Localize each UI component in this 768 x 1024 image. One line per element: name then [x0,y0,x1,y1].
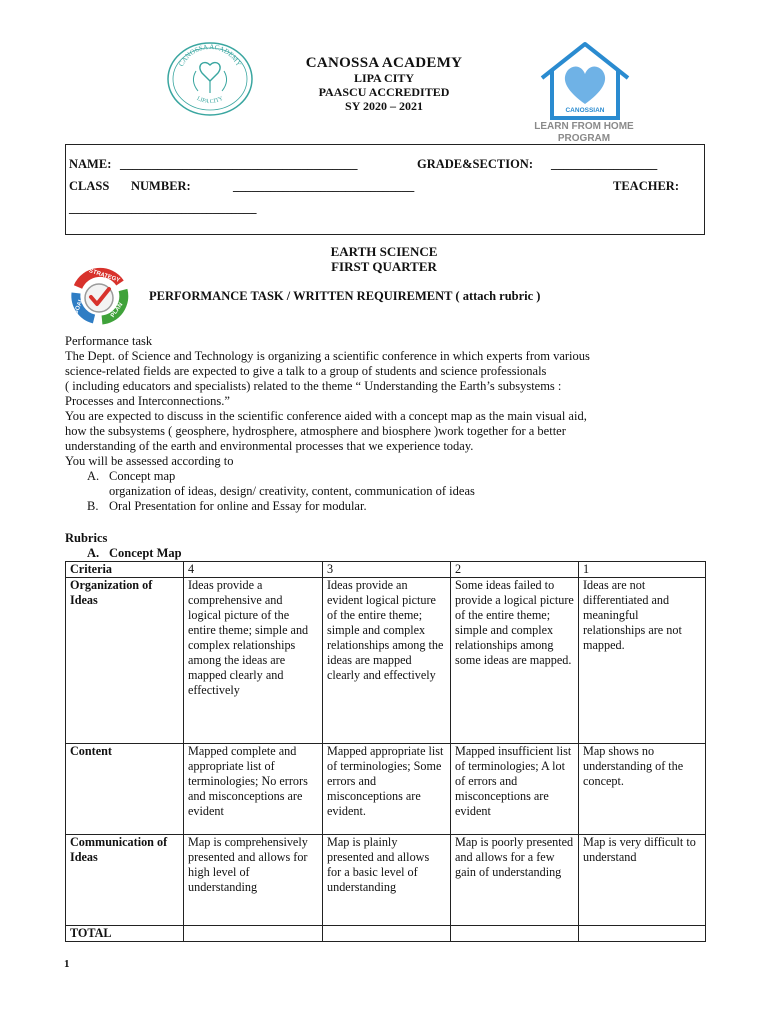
total-score-1[interactable] [579,926,706,942]
total-score-4[interactable] [184,926,323,942]
canossian-house-logo [538,40,632,122]
house-logo-text: CANOSSIAN [565,107,605,114]
header-score-3: 3 [323,562,451,578]
teacher-label: TEACHER: [613,179,679,193]
table-row [66,744,706,835]
grade-section-field[interactable]: _________________ [551,157,658,171]
table-row [66,835,706,926]
paragraph-1-line-2: science-related fields are expected to give a talk to a group of students and science professionals [65,364,547,378]
grade-section-label: GRADE&SECTION: [417,157,533,171]
name-label: NAME: [69,157,112,171]
paragraph-2-line-2: how the subsystems ( geosphere, hydrosphere, atmosphere and biosphere )work together for a better [65,424,566,438]
score-4-cell: Ideas provide a comprehensive and logical picture of the entire theme; simple and complex relationships among the ideas are mapped clearly and effectively [184,578,323,744]
subheading-text: Concept Map [109,546,182,560]
paragraph-1-line-1: The Dept. of Science and Technology is organizing a scientific conference in which experts from various [65,349,590,363]
header-score-2: 2 [451,562,579,578]
school-city: LIPA CITY [353,71,415,85]
school-name: CANOSSA ACADEMY [305,55,463,71]
seal-text-top: CANOSSA ACADEMY [177,42,243,68]
score-1-cell: Ideas are not differentiated and meaningful relationships are not mapped. [579,578,706,744]
score-3-cell: Ideas provide an evident logical picture of the entire theme; simple and complex relationships among the ideas are mapped clearly and effectively [323,578,451,744]
criteria-cell: Organization of Ideas [66,578,184,744]
svg-text:LIPA CITY [196,96,225,106]
score-3-cell: Map is plainly presented and allows for a basic level of understanding [323,835,451,926]
item-b [65,499,715,514]
teacher-field[interactable]: ______________________________ [69,201,257,215]
assessed-line: You will be assessed according to [65,454,234,468]
rubric-table [65,561,706,942]
name-field[interactable]: ______________________________________ [120,157,358,171]
item-a-marker: A. [87,469,100,483]
paragraph-2-line-1: You are expected to discuss in the scientific conference aided with a concept map as the main visual aid, [65,409,587,423]
score-4-cell: Map is comprehensively presented and allows for high level of understanding [184,835,323,926]
number-label: NUMBER: [131,179,191,193]
score-2-cell: Mapped insufficient list of terminologies; A lot of errors and misconceptions are evident [451,744,579,835]
strategy-goal-plan-icon [68,265,130,327]
program-line2: PROGRAM [557,133,611,144]
quarter-title: FIRST QUARTER [331,259,437,274]
item-a [65,469,715,484]
header-score-1: 1 [579,562,706,578]
subheading-marker: A. [87,546,100,560]
paragraph-2-line-3: understanding of the earth and environmental processes that we experience today. [65,439,474,453]
program-label [505,121,663,145]
icon-word-plan: PLAN [110,302,125,319]
icon-word-strategy: STRATEGY [88,268,121,284]
score-2-cell: Some ideas failed to provide a logical picture of the entire theme; simple and complex relationships among some ideas are mapped. [451,578,579,744]
concept-map-subheading [87,546,182,561]
score-2-cell: Map is poorly presented and allows for a few gain of understanding [451,835,579,926]
score-1-cell: Map shows no understanding of the concept. [579,744,706,835]
seal-text-bottom: LIPA CITY [195,95,225,106]
header-score-4: 4 [184,562,323,578]
score-3-cell: Mapped appropriate list of terminologies; Some errors and misconceptions are evident. [323,744,451,835]
class-label: CLASS [69,179,110,193]
criteria-cell: Content [66,744,184,835]
total-label: TOTAL [66,926,184,942]
paragraph-1-line-4: Processes and Interconnections.” [65,394,230,408]
score-4-cell: Mapped complete and appropriate list of terminologies; No errors and misconceptions are evident [184,744,323,835]
total-score-2[interactable] [451,926,579,942]
icon-word-goal: GOAL [73,297,85,316]
class-number-field[interactable]: _____________________________ [233,179,415,193]
subject-titles [234,244,534,274]
item-b-text: Oral Presentation for online and Essay for modular. [109,499,367,513]
task-label: Performance task [65,334,153,348]
performance-task-text [65,334,715,514]
rubrics-heading: Rubrics [65,531,108,545]
accreditation: PAASCU ACCREDITED [318,85,450,99]
paragraph-1-line-3: ( including educators and specialists) related to the theme “ Understanding the Earth’s subsystems : [65,379,562,393]
table-header-row [66,562,706,578]
criteria-cell: Communication of Ideas [66,835,184,926]
page-number: 1 [64,958,70,970]
subject-title: EARTH SCIENCE [330,244,438,259]
task-heading: PERFORMANCE TASK / WRITTEN REQUIREMENT ( attach rubric ) [149,289,541,303]
table-row [66,578,706,744]
total-score-3[interactable] [323,926,451,942]
header-criteria: Criteria [66,562,184,578]
school-header [234,56,534,113]
program-line1: LEARN FROM HOME [534,121,634,132]
item-b-marker: B. [87,499,99,513]
item-a-detail: organization of ideas, design/ creativity, content, communication of ideas [109,484,475,498]
score-1-cell: Map is very difficult to understand [579,835,706,926]
school-year: SY 2020 – 2021 [345,99,423,113]
item-a-text: Concept map [109,469,176,483]
total-row [66,926,706,942]
